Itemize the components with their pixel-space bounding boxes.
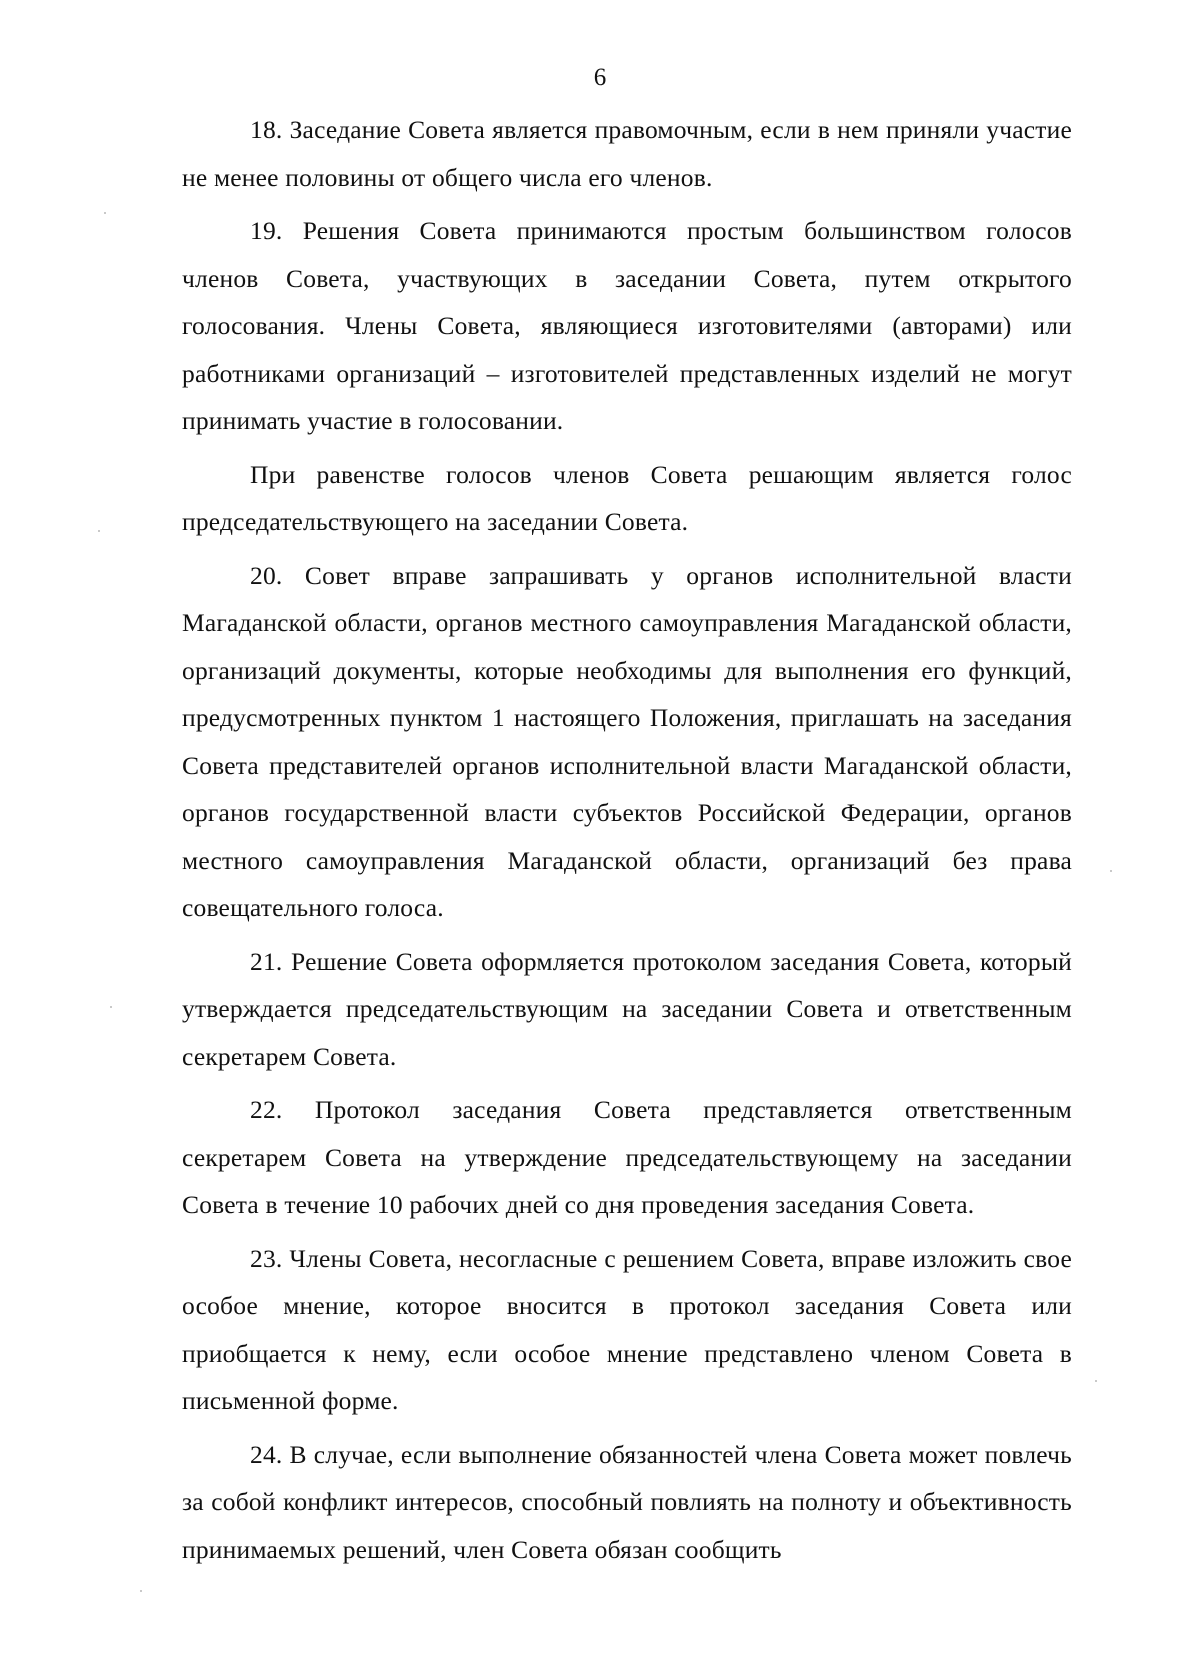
paragraph-20: 20. Совет вправе запрашивать у органов исполнительной власти Магаданской области, органов местного самоуправления Магаданской области, организаций документы, которые необходимы для выполнения его функций, предусмотренных пунктом 1 настоящего Положения, приглашать на заседания Совета представителей органов исполнительной власти Магаданской области, органов государственной власти субъектов Российской Федерации, органов местного самоуправления Магаданской области, организаций без права совещательного голоса. <box>182 560 1072 922</box>
scan-speck <box>110 1006 112 1008</box>
scan-speck <box>1110 870 1112 872</box>
paragraph-18: 18. Заседание Совета является правомочным, если в нем приняли участие не менее половины от общего числа его членов. <box>182 115 1072 192</box>
scan-speck <box>1095 1380 1097 1382</box>
scan-speck <box>104 212 106 214</box>
paragraph-22: 22. Протокол заседания Совета представляется ответственным секретарем Совета на утверждение председательствующему на заседании Совета в течение 10 рабочих дней со дня проведения заседания Совета. <box>182 1095 1072 1219</box>
scan-speck <box>98 530 100 532</box>
paragraph-19: 19. Решения Совета принимаются простым большинством голосов членов Совета, участвующих в заседании Совета, путем открытого голосования. Члены Совета, являющиеся изготовителями (авторами) или работниками организаций – изготовителей представленных изделий не могут принимать участие в голосовании. <box>182 216 1072 435</box>
paragraph-19-tie-vote: При равенстве голосов членов Совета решающим является голос председательствующего на заседании Совета. <box>182 459 1072 536</box>
scan-speck <box>140 1590 142 1592</box>
paragraph-21: 21. Решение Совета оформляется протоколом заседания Совета, который утверждается председательствующим на заседании Совета и ответственным секретарем Совета. <box>182 946 1072 1071</box>
document-body <box>182 106 1072 1579</box>
paragraph-24: 24. В случае, если выполнение обязанностей члена Совета может повлечь за собой конфликт интересов, способный повлиять на полноту и объективность принимаемых решений, член Совета обязан сообщить <box>182 1439 1072 1564</box>
paragraph-23: 23. Члены Совета, несогласные с решением Совета, вправе изложить свое особое мнение, которое вносится в протокол заседания Совета или приобщается к нему, если особое мнение представлено членом Совета в письменной форме. <box>182 1243 1072 1415</box>
page-number: 6 <box>593 64 607 91</box>
